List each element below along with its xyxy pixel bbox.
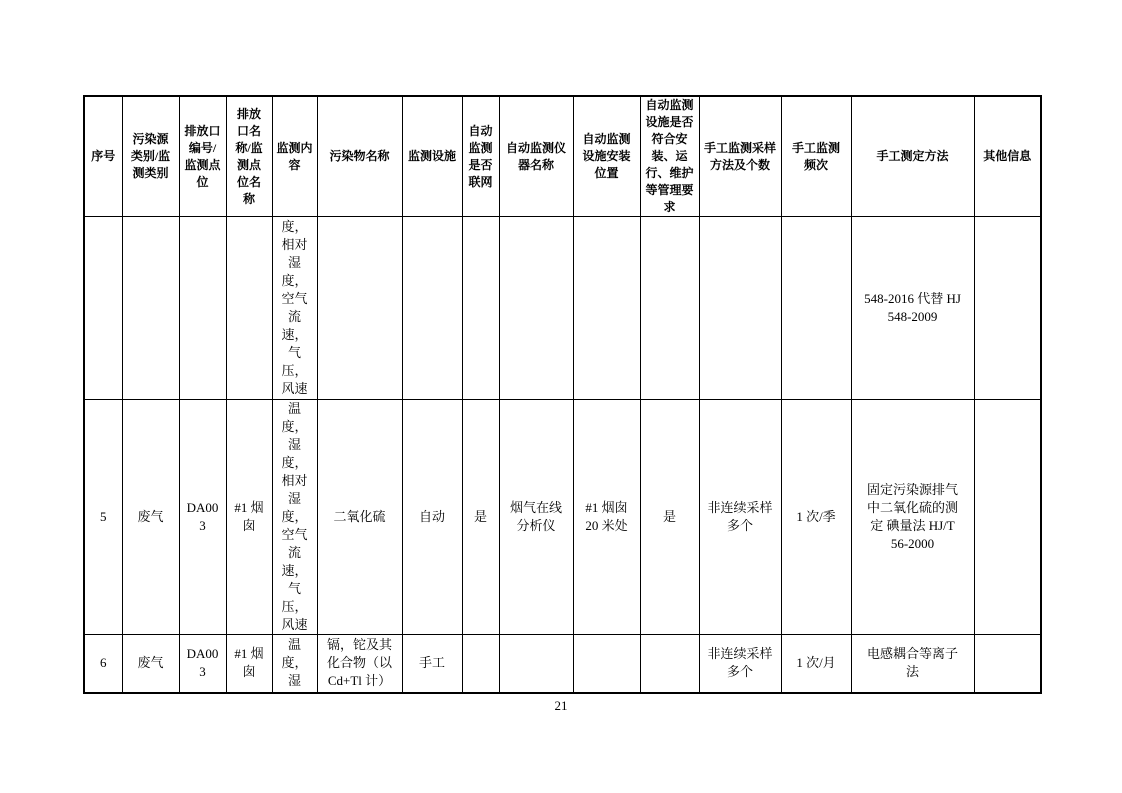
table-cell: 电感耦合等离子法 xyxy=(851,635,974,693)
header-serial-number: 序号 xyxy=(84,96,122,217)
header-monitoring-content: 监测内容 xyxy=(272,96,317,217)
header-auto-monitoring-networked: 自动监测是否联网 xyxy=(462,96,499,217)
table-cell: 度，相对湿度，空气流速，气压，风速 xyxy=(272,217,317,400)
table-cell xyxy=(640,217,699,400)
table-cell: 固定污染源排气中二氧化硫的测定 碘量法 HJ/T 56-2000 xyxy=(851,400,974,635)
page-number: 21 xyxy=(554,698,568,713)
table-cell: 温度，湿度，相对湿度，空气流速，气压，风速 xyxy=(272,400,317,635)
table-cell xyxy=(122,217,179,400)
header-auto-monitoring-compliance: 自动监测设施是否符合安装、运行、维护等管理要求 xyxy=(640,96,699,217)
header-auto-monitoring-instrument: 自动监测仪器名称 xyxy=(499,96,573,217)
table-cell: 手工 xyxy=(402,635,462,693)
table-cell: 非连续采样多个 xyxy=(699,635,781,693)
table-cell: 温度，湿 xyxy=(272,635,317,693)
header-manual-determination-method: 手工测定方法 xyxy=(851,96,974,217)
table-cell: 二氧化硫 xyxy=(317,400,402,635)
table-row xyxy=(84,217,1041,400)
table-row xyxy=(84,635,1041,693)
header-auto-monitoring-install-location: 自动监测设施安装位置 xyxy=(573,96,640,217)
table-cell: 是 xyxy=(640,400,699,635)
table-cell xyxy=(462,217,499,400)
table-cell: 是 xyxy=(462,400,499,635)
table-cell xyxy=(179,217,226,400)
table-cell xyxy=(84,217,122,400)
table-cell: 废气 xyxy=(122,635,179,693)
header-outlet-number: 排放口编号/监测点位 xyxy=(179,96,226,217)
header-manual-sampling-method: 手工监测采样方法及个数 xyxy=(699,96,781,217)
table-cell: DA003 xyxy=(179,400,226,635)
table-cell: 自动 xyxy=(402,400,462,635)
table-cell xyxy=(402,217,462,400)
header-outlet-name: 排放口名称/监测点位名称 xyxy=(226,96,272,217)
table-cell: #1 烟囱 xyxy=(226,400,272,635)
table-cell xyxy=(226,217,272,400)
table-cell xyxy=(573,635,640,693)
table-cell: 1 次/月 xyxy=(781,635,851,693)
table-cell xyxy=(317,217,402,400)
table-cell: 烟气在线分析仪 xyxy=(499,400,573,635)
table-cell: 废气 xyxy=(122,400,179,635)
header-pollutant-name: 污染物名称 xyxy=(317,96,402,217)
table-cell: 548-2016 代替 HJ 548-2009 xyxy=(851,217,974,400)
table-header-row xyxy=(84,96,1041,217)
table-cell xyxy=(573,217,640,400)
table-cell xyxy=(499,217,573,400)
header-other-info: 其他信息 xyxy=(974,96,1041,217)
table-cell xyxy=(640,635,699,693)
table-cell: #1 烟囱 20 米处 xyxy=(573,400,640,635)
header-pollution-source-category: 污染源类别/监测类别 xyxy=(122,96,179,217)
table-cell xyxy=(699,217,781,400)
header-monitoring-facility: 监测设施 xyxy=(402,96,462,217)
table-row xyxy=(84,400,1041,635)
table-cell: #1 烟囱 xyxy=(226,635,272,693)
table-cell: 非连续采样多个 xyxy=(699,400,781,635)
table-cell: 5 xyxy=(84,400,122,635)
header-manual-monitoring-frequency: 手工监测频次 xyxy=(781,96,851,217)
table-cell: 6 xyxy=(84,635,122,693)
table-cell: 1 次/季 xyxy=(781,400,851,635)
table-cell: DA003 xyxy=(179,635,226,693)
table-cell xyxy=(974,635,1041,693)
table-cell xyxy=(974,400,1041,635)
table-cell: 镉，铊及其化合物（以 Cd+Tl 计） xyxy=(317,635,402,693)
table-cell xyxy=(462,635,499,693)
table-cell xyxy=(499,635,573,693)
monitoring-info-table xyxy=(83,95,1042,694)
table-cell xyxy=(974,217,1041,400)
table-cell xyxy=(781,217,851,400)
